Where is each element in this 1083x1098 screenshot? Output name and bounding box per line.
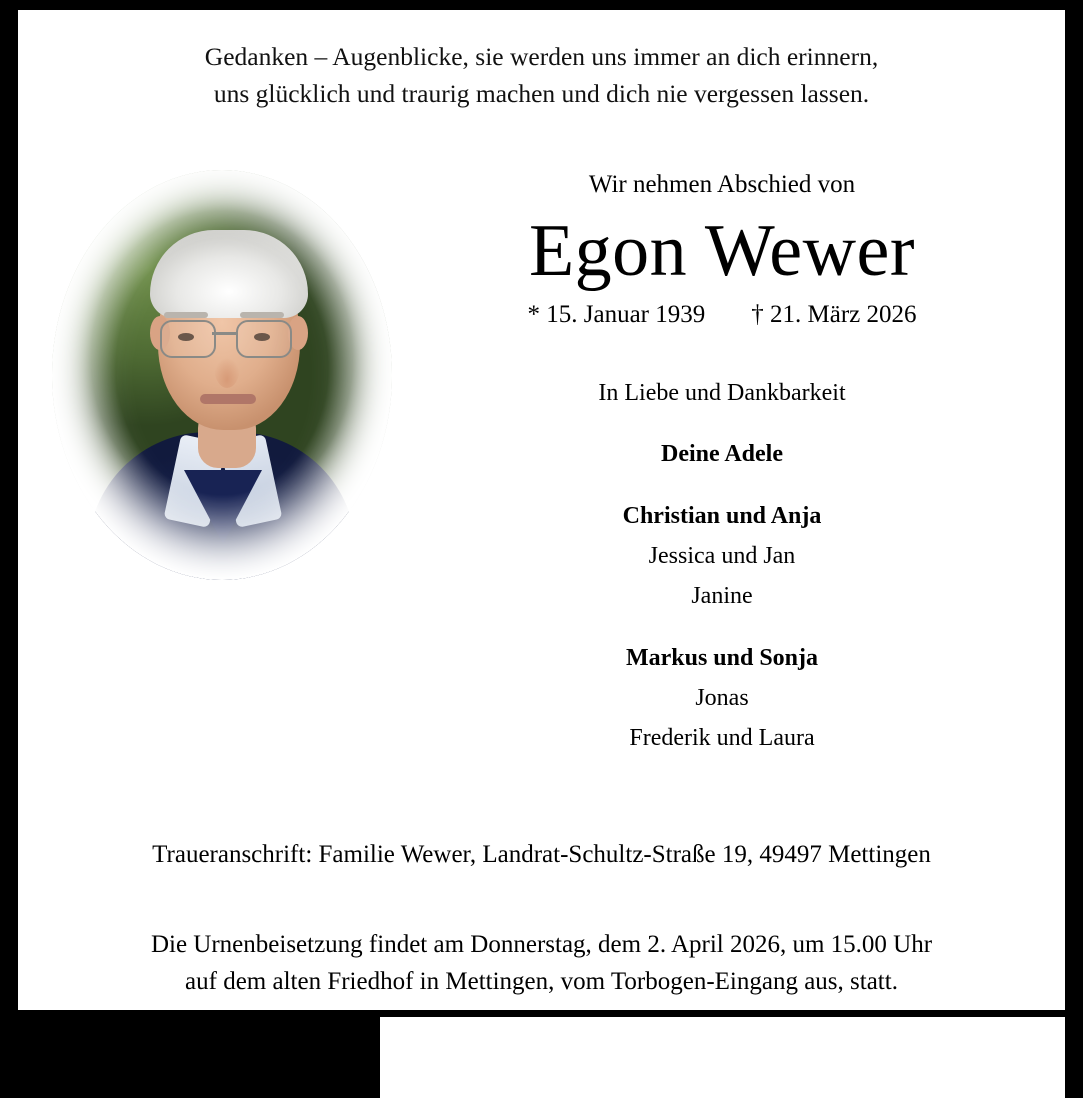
family-group xyxy=(398,638,1046,758)
verse-line-2: uns glücklich und traurig machen und dich nie vergessen lassen. xyxy=(213,79,870,108)
mourning-address: Traueranschrift: Familie Wewer, Landrat-Schultz-Straße 19, 49497 Mettingen xyxy=(152,841,931,868)
dedication-text: In Liebe und Dankbarkeit xyxy=(598,380,846,406)
notice-main-text xyxy=(398,170,1046,758)
family-member: Janine xyxy=(691,583,753,609)
family-member: Jonas xyxy=(695,685,749,711)
family-member: Jessica und Jan xyxy=(648,543,796,569)
funeral-line-1: Die Urnenbeisetzung findet am Donnerstag, dem 2. April 2026, um 15.00 Uhr xyxy=(150,931,933,958)
notice-card xyxy=(18,10,1065,1010)
family-head: Christian und Anja xyxy=(622,503,822,529)
family-head: Deine Adele xyxy=(661,441,783,467)
deceased-name: Egon Wewer xyxy=(528,210,916,292)
life-dates xyxy=(398,298,1046,332)
family-group xyxy=(398,496,1046,616)
farewell-text: Wir nehmen Abschied von xyxy=(588,171,856,198)
funeral-details xyxy=(36,926,1047,1000)
verse-line-1: Gedanken – Augenblicke, sie werden uns immer an dich erinnern, xyxy=(204,42,879,71)
memorial-verse xyxy=(18,38,1065,112)
birth-date: * 15. Januar 1939 xyxy=(527,301,706,328)
family-member: Frederik und Laura xyxy=(629,725,815,751)
family-head: Markus und Sonja xyxy=(625,645,819,671)
portrait-vignette xyxy=(52,170,392,580)
family-list xyxy=(398,434,1046,758)
bottom-white-notch xyxy=(380,1017,1065,1098)
funeral-line-2: auf dem alten Friedhof in Mettingen, vom Torbogen-Eingang aus, statt. xyxy=(185,968,898,995)
death-date: † 21. März 2026 xyxy=(751,301,917,328)
portrait-photo xyxy=(52,170,392,580)
family-group xyxy=(398,434,1046,474)
portrait-image xyxy=(52,170,392,580)
